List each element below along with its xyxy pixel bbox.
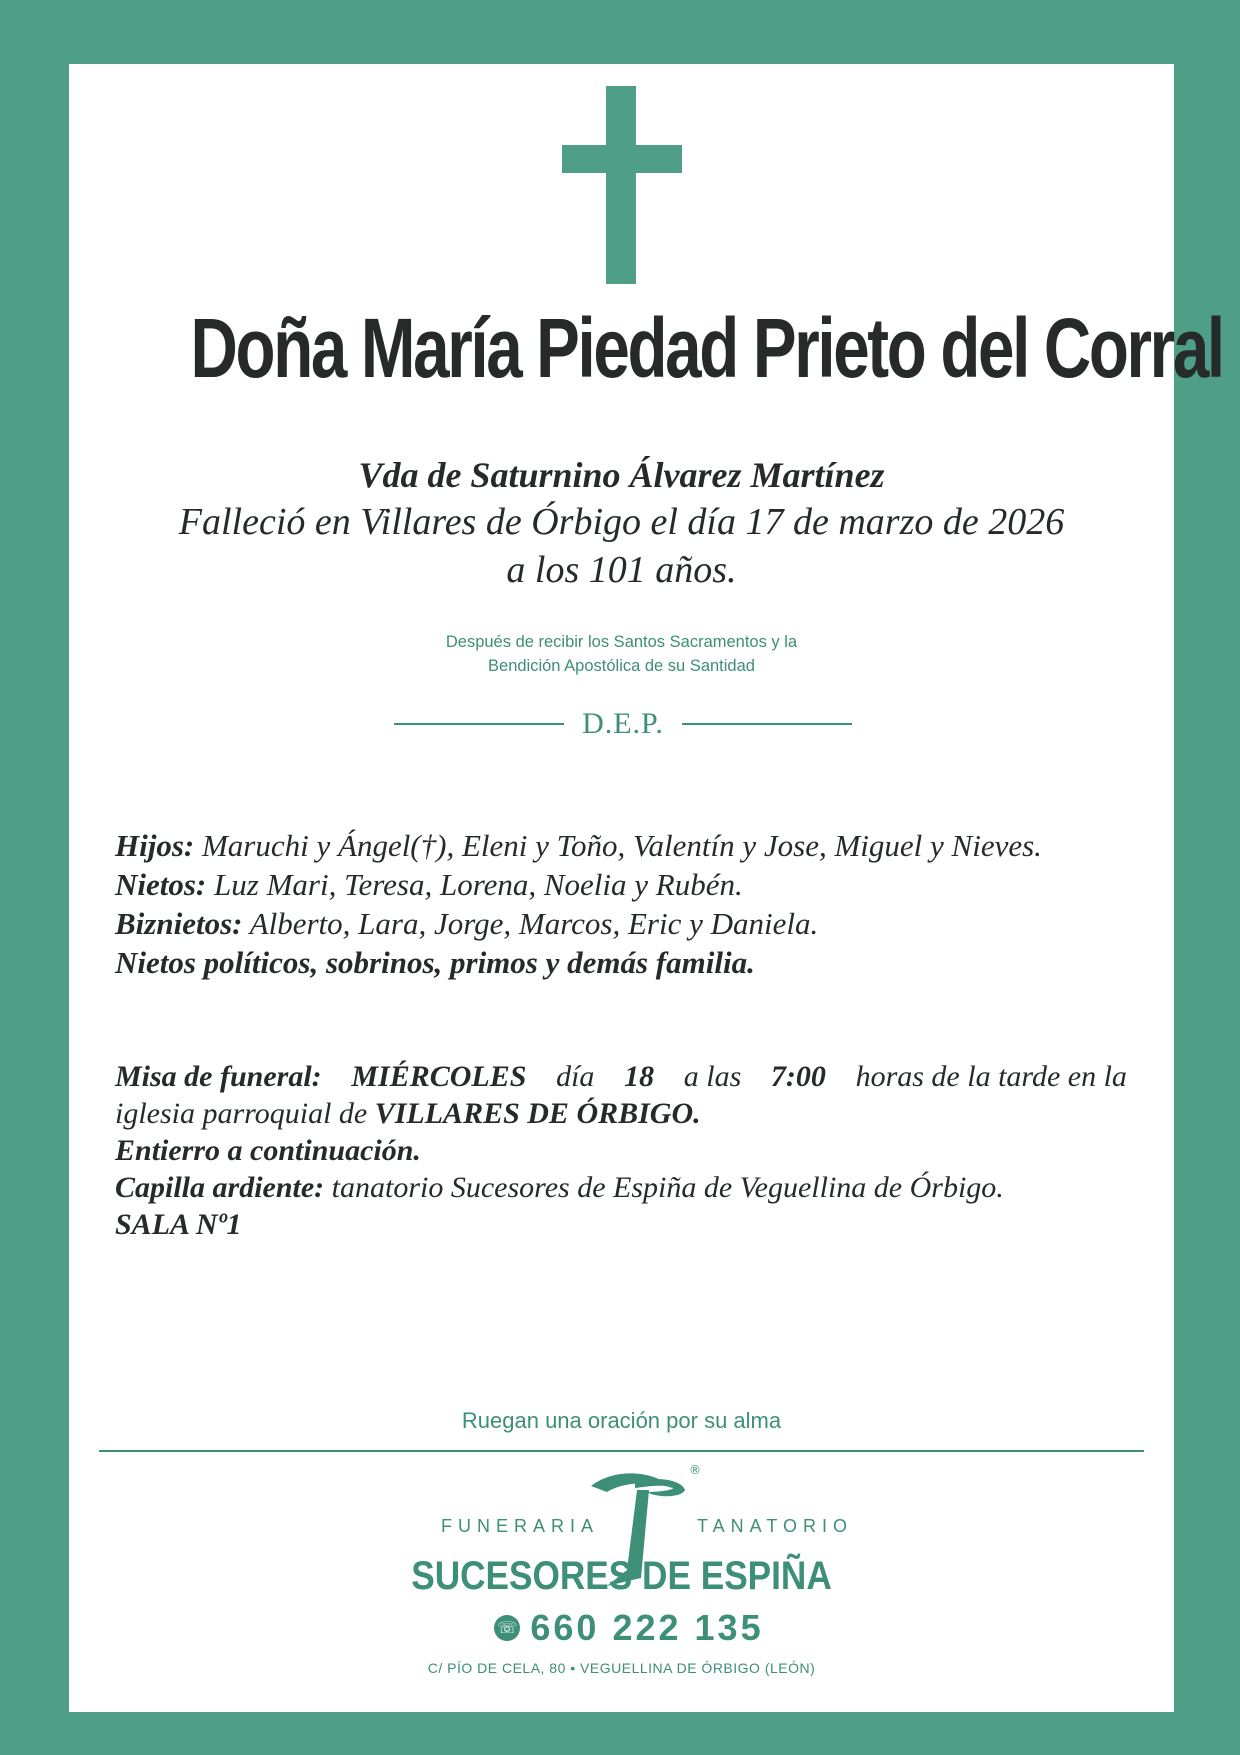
family-nietos [115,865,1155,904]
family-hijos [115,826,1155,865]
sacraments-line-1: Después de recibir los Santos Sacramentos y la [445,633,798,651]
cross-icon [562,86,682,284]
widow-of-line: Vda de Saturnino Álvarez Martínez [358,455,885,495]
chapel-line [115,1169,1127,1206]
family-list [115,826,1155,982]
room-line: SALA Nº1 [115,1208,242,1241]
biznietos-label: Biznietos: [115,906,243,941]
death-line: Falleció en Villares de Órbigo el día 17 de marzo de 2026 [178,501,1065,543]
obituary-card [69,64,1223,1712]
family-others: Nietos políticos, sobrinos, primos y demás familia. [115,945,755,980]
hijos-names: Maruchi y Ángel(†), Eleni y Toño, Valentín y Jose, Miguel y Nieves. [201,828,1042,863]
church-place: VILLARES DE ÓRBIGO. [374,1097,701,1130]
chapel-text: tanatorio Sucesores de Espiña de Veguellina de Órbigo. [331,1171,1004,1204]
dep-divider-left [394,723,564,725]
age-line: a los 101 años. [506,549,737,591]
funeral-info [115,1058,1127,1243]
sacraments-line-2: Bendición Apostólica de su Santidad [488,657,755,675]
misa-label: Misa de funeral: [115,1060,322,1093]
funeral-dia: día [556,1060,595,1093]
funeraria-label: FUNERARIA [441,1516,600,1536]
deceased-name: Doña María Piedad Prieto del Corral [190,301,1223,395]
company-address: C/ PÍO DE CELA, 80 • VEGUELLINA DE ÓRBIGO (LEÓN) [427,1660,816,1676]
biznietos-names: Alberto, Lara, Jorge, Marcos, Eric y Daniela. [249,906,819,941]
funeral-a-las: a las [683,1060,742,1093]
funeral-date: 18 [624,1060,655,1093]
phone-row [479,1604,779,1652]
footer-divider [99,1450,1144,1452]
nietos-label: Nietos: [115,867,207,902]
phone-icon: ☏ [494,1615,520,1641]
funeral-rest: horas de la tarde en la [855,1060,1127,1093]
dep-text: D.E.P. [582,707,664,740]
burial-line: Entierro a continuación. [115,1134,421,1167]
hijos-label: Hijos: [115,828,195,863]
company-name: SUCESORES DE ESPIÑA [411,1554,832,1598]
church-prefix: iglesia parroquial de [115,1097,368,1130]
funeral-mass-line [115,1058,1127,1095]
sacraments-text [69,630,1174,678]
tanatorio-label: TANATORIO [697,1516,854,1536]
dep-divider-right [682,723,852,725]
registered-mark: ® [689,1463,701,1477]
prayer-request: Ruegan una oración por su alma [461,1408,782,1433]
chapel-label: Capilla ardiente: [115,1171,325,1204]
funeral-church-line [115,1095,1127,1132]
funeral-day: MIÉRCOLES [351,1060,527,1093]
funeral-time: 7:00 [770,1060,826,1093]
family-biznietos [115,904,1155,943]
phone-number: 660 222 135 [530,1607,764,1648]
dep-row [363,704,883,744]
nietos-names: Luz Mari, Teresa, Lorena, Noelia y Rubén. [214,867,743,902]
